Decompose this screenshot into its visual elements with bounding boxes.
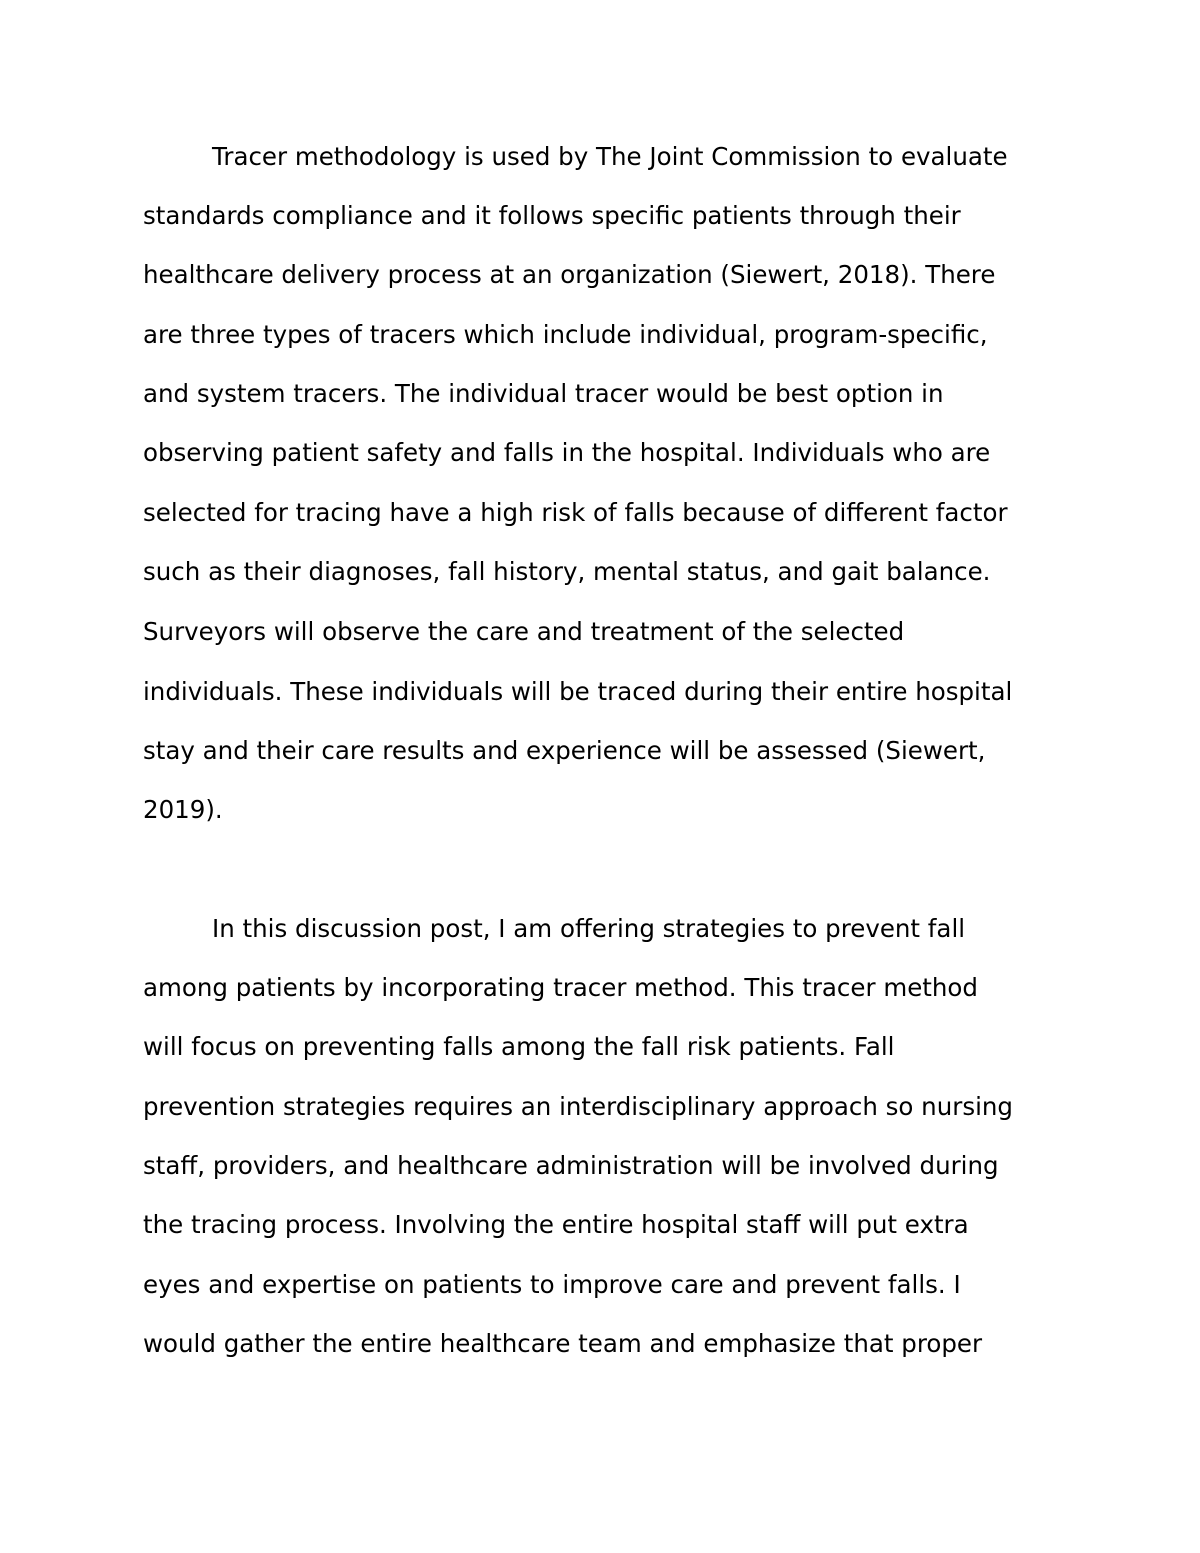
paragraph-1-line-7: selected for tracing have a high risk of falls because of different factor: [143, 498, 1008, 527]
paragraph-1-line-1: Tracer methodology is used by The Joint Commission to evaluate: [212, 142, 1008, 171]
paragraph-2-line-4: prevention strategies requires an interdisciplinary approach so nursing: [143, 1092, 1013, 1121]
paragraph-1-line-9: Surveyors will observe the care and treatment of the selected: [143, 617, 905, 646]
paragraph-1-line-5: and system tracers. The individual tracer would be best option in: [143, 379, 944, 408]
paragraph-2-line-1: In this discussion post, I am offering strategies to prevent fall: [212, 914, 966, 943]
paragraph-2-line-8: would gather the entire healthcare team and emphasize that proper: [143, 1329, 983, 1358]
paragraph-1-line-10: individuals. These individuals will be traced during their entire hospital: [143, 677, 1013, 706]
paragraph-1-line-2: standards compliance and it follows specific patients through their: [143, 201, 961, 230]
paragraph-2-line-2: among patients by incorporating tracer method. This tracer method: [143, 973, 978, 1002]
paragraph-1-line-3: healthcare delivery process at an organization (Siewert, 2018). There: [143, 260, 996, 289]
paragraph-1-line-11: stay and their care results and experience will be assessed (Siewert,: [143, 736, 986, 765]
paragraph-2-line-6: the tracing process. Involving the entire hospital staff will put extra: [143, 1210, 969, 1239]
paragraph-2-line-7: eyes and expertise on patients to improve care and prevent falls. I: [143, 1270, 961, 1299]
paragraph-1-line-12: 2019).: [143, 795, 223, 824]
paragraph-1-line-8: such as their diagnoses, fall history, mental status, and gait balance.: [143, 557, 991, 586]
paragraph-1-line-6: observing patient safety and falls in the hospital. Individuals who are: [143, 438, 991, 467]
paragraph-1-line-4: are three types of tracers which include individual, program-specific,: [143, 320, 988, 349]
paragraph-2-line-3: will focus on preventing falls among the fall risk patients. Fall: [143, 1032, 895, 1061]
paragraph-2-line-5: staff, providers, and healthcare administration will be involved during: [143, 1151, 999, 1180]
